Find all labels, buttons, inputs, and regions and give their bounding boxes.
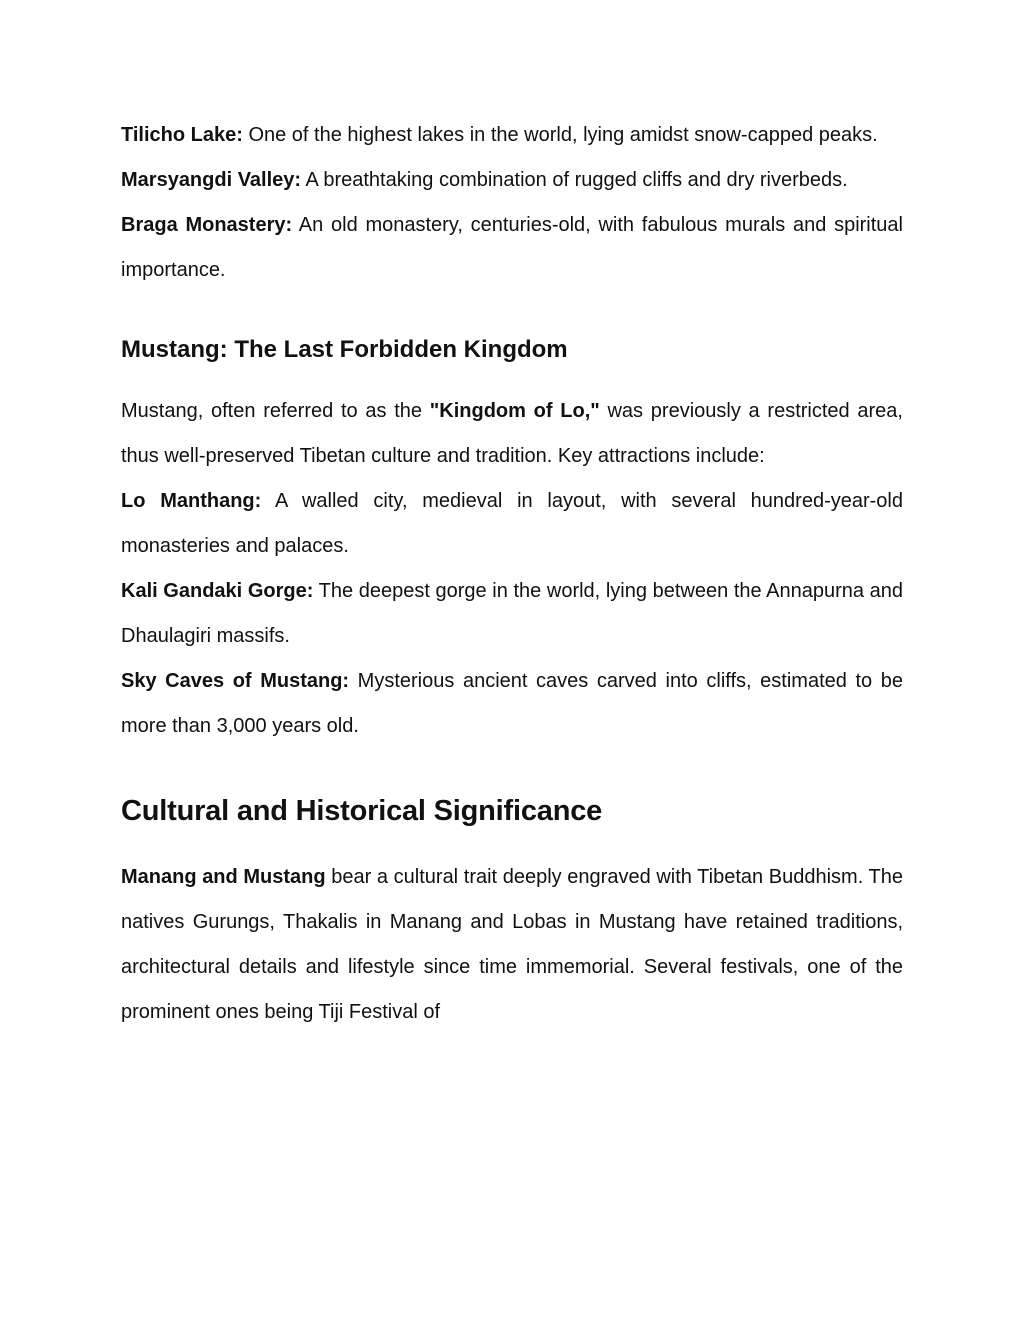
- section-heading-cultural: Cultural and Historical Significance: [121, 795, 603, 827]
- attraction-item-kali-gandaki: [121, 569, 903, 659]
- attraction-description: Mysterious ancient caves carved into cliffs, estimated to be more than 3,000 years old.: [121, 670, 903, 737]
- attraction-description: The deepest gorge in the world, lying between the Annapurna and Dhaulagiri massifs.: [121, 580, 903, 647]
- attraction-term: Lo Manthang:: [121, 490, 262, 512]
- attraction-item-lo-manthang: [121, 479, 903, 569]
- cultural-bold-lead: Manang and Mustang: [121, 866, 326, 888]
- section-heading-mustang: Mustang: The Last Forbidden Kingdom: [121, 336, 568, 363]
- document-page: [121, 113, 903, 1035]
- attraction-term: Marsyangdi Valley:: [121, 169, 302, 191]
- attraction-description: One of the highest lakes in the world, lying amidst snow-capped peaks.: [242, 124, 878, 146]
- attraction-term: Kali Gandaki Gorge:: [121, 580, 314, 602]
- attraction-item-braga: [121, 203, 903, 293]
- attraction-item-sky-caves: [121, 659, 903, 749]
- attraction-description: An old monastery, centuries-old, with fabulous murals and spiritual importance.: [121, 214, 903, 281]
- attraction-item-marsyangdi: [121, 158, 903, 203]
- intro-text-end: was previously a restricted area, thus well-preserved Tibetan culture and tradition. Key attractions include:: [121, 400, 903, 467]
- attraction-description: A walled city, medieval in layout, with several hundred-year-old monasteries and palaces.: [121, 490, 903, 557]
- cultural-text: bear a cultural trait deeply engraved with Tibetan Buddhism. The natives Gurungs, Thakalis in Manang and Lobas in Mustang have retained traditions, architectural details and lifestyle since time immemorial. Several festivals, one of the prominent ones being Tiji Festival of: [121, 866, 903, 1023]
- attraction-item-tilicho: [121, 113, 903, 158]
- attraction-term: Sky Caves of Mustang:: [121, 670, 350, 692]
- cultural-paragraph: [121, 855, 903, 1035]
- attraction-description: A breathtaking combination of rugged cliffs and dry riverbeds.: [301, 169, 848, 191]
- attraction-term: Tilicho Lake:: [121, 124, 243, 146]
- intro-text-start: Mustang, often referred to as the: [121, 400, 430, 422]
- mustang-intro: [121, 389, 903, 479]
- attraction-term: Braga Monastery:: [121, 214, 293, 236]
- intro-bold-phrase: "Kingdom of Lo,": [429, 400, 600, 422]
